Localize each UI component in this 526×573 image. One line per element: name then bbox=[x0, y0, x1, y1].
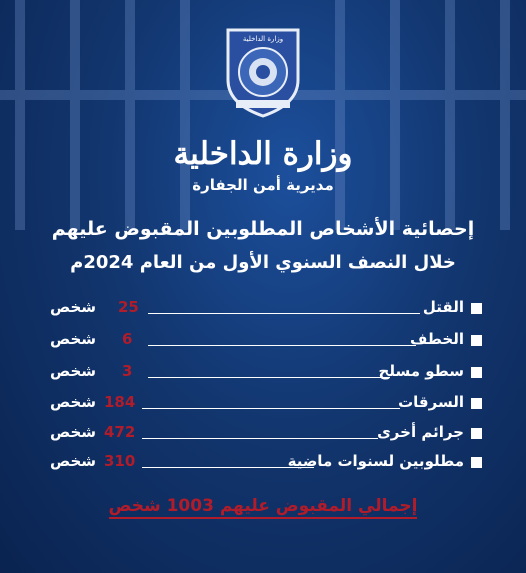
stat-row-murder bbox=[50, 298, 482, 320]
stat-leader-line bbox=[148, 345, 416, 346]
title-line-1: إحصائية الأشخاص المطلوبين المقبوض عليهم bbox=[51, 218, 475, 240]
stat-label: سطو مسلح bbox=[378, 362, 464, 380]
stat-unit: شخص bbox=[50, 452, 97, 470]
stat-unit: شخص bbox=[50, 298, 97, 316]
stat-row-other-crimes bbox=[50, 423, 482, 445]
stat-value: 472 bbox=[104, 423, 136, 441]
stat-value: 6 bbox=[122, 330, 133, 348]
bullet-square-icon bbox=[471, 428, 482, 439]
stat-row-armed-robbery bbox=[50, 362, 482, 384]
stat-label: الخطف bbox=[409, 330, 464, 348]
stat-value: 25 bbox=[118, 298, 139, 316]
stat-unit: شخص bbox=[50, 393, 97, 411]
total-arrested bbox=[0, 496, 526, 516]
stat-leader-line bbox=[142, 438, 378, 439]
stat-unit: شخص bbox=[50, 362, 97, 380]
stat-value: 184 bbox=[104, 393, 136, 411]
stat-label: السرقات bbox=[398, 393, 464, 411]
stat-row-kidnapping bbox=[50, 330, 482, 352]
bullet-square-icon bbox=[471, 303, 482, 314]
ministry-emblem bbox=[222, 24, 304, 120]
stat-value: 310 bbox=[104, 452, 136, 470]
ministry-name: وزارة الداخلية bbox=[173, 136, 353, 172]
stat-row-thefts bbox=[50, 393, 482, 415]
stat-row-wanted-past-years bbox=[50, 452, 482, 474]
stat-leader-line bbox=[142, 408, 400, 409]
department-name: مديرية أمن الجفارة bbox=[192, 176, 334, 194]
stat-leader-line bbox=[148, 313, 420, 314]
stat-label: جرائم أخرى bbox=[377, 423, 464, 441]
emblem-text: وزارة الداخلية bbox=[242, 35, 284, 43]
stat-value: 3 bbox=[122, 362, 133, 380]
stat-unit: شخص bbox=[50, 423, 97, 441]
title-line-2: خلال النصف السنوي الأول من العام 2024م bbox=[70, 252, 456, 273]
total-text: إجمالي المقبوض عليهم 1003 شخص bbox=[109, 496, 418, 519]
stat-leader-line bbox=[148, 377, 390, 378]
bullet-square-icon bbox=[471, 335, 482, 346]
stat-label: مطلوبين لسنوات ماضية bbox=[287, 452, 464, 470]
stat-label: القتل bbox=[422, 298, 464, 316]
bullet-square-icon bbox=[471, 367, 482, 378]
stat-unit: شخص bbox=[50, 330, 97, 348]
bullet-square-icon bbox=[471, 457, 482, 468]
bullet-square-icon bbox=[471, 398, 482, 409]
